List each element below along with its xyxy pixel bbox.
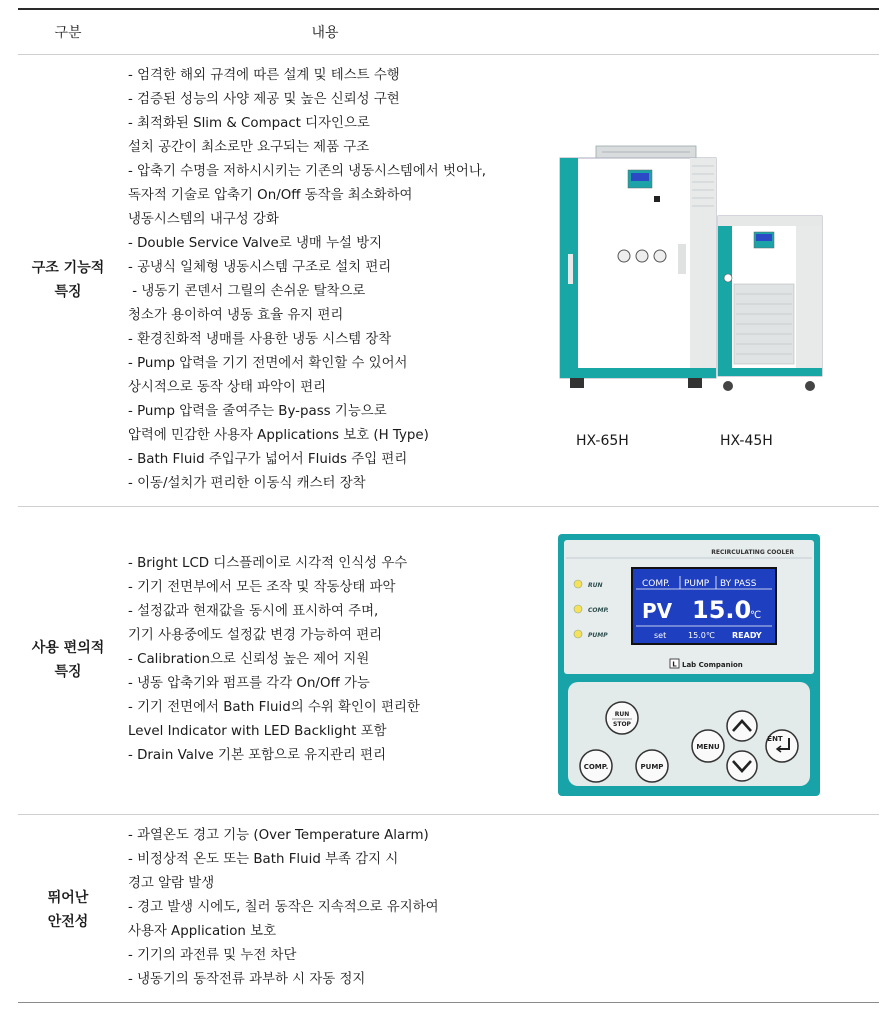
list-item: - Drain Valve 기본 포함으로 유지관리 편리 [128,748,387,763]
row-divider [18,814,879,815]
led-comp-label: COMP. [588,607,609,614]
category-line: 뛰어난 [47,890,89,906]
lcd-top-comp: COMP. [642,579,671,589]
list-item: - 과열온도 경고 기능 (Over Temperature Alarm) [128,828,429,843]
panel-brand-header: RECIRCULATING COOLER [711,549,794,556]
up-button [727,711,757,741]
list-item: - 이동/설치가 편리한 이동식 캐스터 장착 [128,476,366,491]
list-item: - 공냉식 일체형 냉동시스템 구조로 설치 편리 [128,260,392,275]
chiller-units-image [558,144,828,404]
category-line: 특징 [54,664,82,680]
run-stop-button [606,702,638,734]
lcd-pv-label: PV [642,599,673,623]
menu-label: MENU [696,743,720,751]
list-item: 청소가 용이하여 냉동 효율 유지 편리 [128,308,344,323]
table-header [18,10,879,54]
category-line: 안전성 [47,914,89,930]
list-item: 사용자 Application 보호 [128,924,277,939]
list-item: - Pump 압력을 줄여주는 By-pass 기능으로 [128,404,387,419]
list-item: - 검증된 성능의 사양 제공 및 높은 신뢰성 구현 [128,92,400,107]
header-category: 구분 [54,25,82,41]
list-item: - Bath Fluid 주입구가 넓어서 Fluids 주입 편리 [128,452,408,467]
lcd-status: READY [732,631,762,640]
category-line: 사용 편의적 [31,640,105,656]
list-item: 압력에 민감한 사용자 Applications 보호 (H Type) [128,428,429,443]
list-item: 기기 사용중에도 설정값 변경 가능하여 편리 [128,628,383,643]
list-item: - 압축기 수명을 저하시시키는 기존의 냉동시스템에서 벗어나, [128,164,487,179]
lcd-pv-value: 15.0 [692,596,752,624]
list-item: - 최적화된 Slim & Compact 디자인으로 [128,116,370,131]
list-item: - 기기 전면에서 Bath Fluid의 수위 확인이 편리한 [128,700,420,715]
list-item: - 설정값과 현재값을 동시에 표시하여 주며, [128,604,379,619]
list-item: - 냉동기 콘덴서 그릴의 손쉬운 탈착으로 [128,284,366,299]
control-panel-image [558,534,820,796]
logo-mark: L [672,660,677,669]
lcd-top-pump: PUMP [684,579,710,589]
row-divider [18,506,879,507]
row-usability-category [18,636,118,684]
row-structure-items [128,64,548,496]
ent-label: ENT [767,735,783,743]
run-stop-bottom-label: STOP [613,721,631,728]
led-pump-label: PUMP [588,632,608,639]
down-button [727,751,757,781]
list-item: - Pump 압력을 기기 전면에서 확인할 수 있어서 [128,356,408,371]
lcd-set-value: 15.0℃ [688,631,715,640]
list-item: - 기기의 과전류 및 누전 차단 [128,948,297,963]
list-item: - Calibration으로 신뢰성 높은 제어 지원 [128,652,370,667]
header-divider [18,54,879,55]
list-item: - 냉동 압축기와 펌프를 각각 On/Off 가능 [128,676,370,691]
logo-text: Lab Companion [682,661,743,669]
model-label-hx45h: HX-45H [720,433,773,449]
list-item: - 기기 전면부에서 모든 조작 및 작동상태 파악 [128,580,396,595]
list-item: - 엄격한 해외 규격에 따른 설계 및 테스트 수행 [128,68,400,83]
run-stop-top-label: RUN [614,711,630,718]
list-item: - 환경친화적 냉매를 사용한 냉동 시스템 장착 [128,332,392,347]
lcd-top-bypass: BY PASS [720,579,757,589]
list-item: 냉동시스템의 내구성 강화 [128,212,279,227]
table-bottom-rule [18,1002,879,1003]
pump-label: PUMP [640,763,664,771]
category-line: 구조 기능적 [31,260,105,276]
model-label-hx65h: HX-65H [576,433,629,449]
list-item: 설치 공간이 최소로만 요구되는 제품 구조 [128,140,370,155]
hx65h-unit [560,146,716,388]
list-item: - 비정상적 온도 또는 Bath Fluid 부족 감지 시 [128,852,399,867]
led-run-label: RUN [588,582,603,589]
list-item: - 경고 발생 시에도, 칠러 동작은 지속적으로 유지하여 [128,900,439,915]
header-content: 내용 [311,25,339,41]
lcd-set-label: set [654,631,667,640]
list-item: - Double Service Valve로 냉매 누설 방지 [128,236,383,251]
list-item: 경고 알람 발생 [128,876,215,891]
row-safety-category [18,886,118,934]
list-item: - Bright LCD 디스플레이로 시각적 인식성 우수 [128,556,408,571]
list-item: - 냉동기의 동작전류 과부하 시 자동 정지 [128,972,366,987]
hx45h-unit [718,216,822,391]
comp-label: COMP. [583,763,609,771]
list-item: Level Indicator with LED Backlight 포함 [128,724,387,739]
category-line: 특징 [54,284,82,300]
list-item: 상시적으로 동작 상태 파악이 편리 [128,380,327,395]
row-safety-items [128,824,548,992]
row-usability-items [128,552,548,768]
lcd-pv-unit: ℃ [750,610,762,621]
row-structure-category [18,256,118,304]
list-item: 독자적 기술로 압축기 On/Off 동작을 최소화하여 [128,188,413,203]
